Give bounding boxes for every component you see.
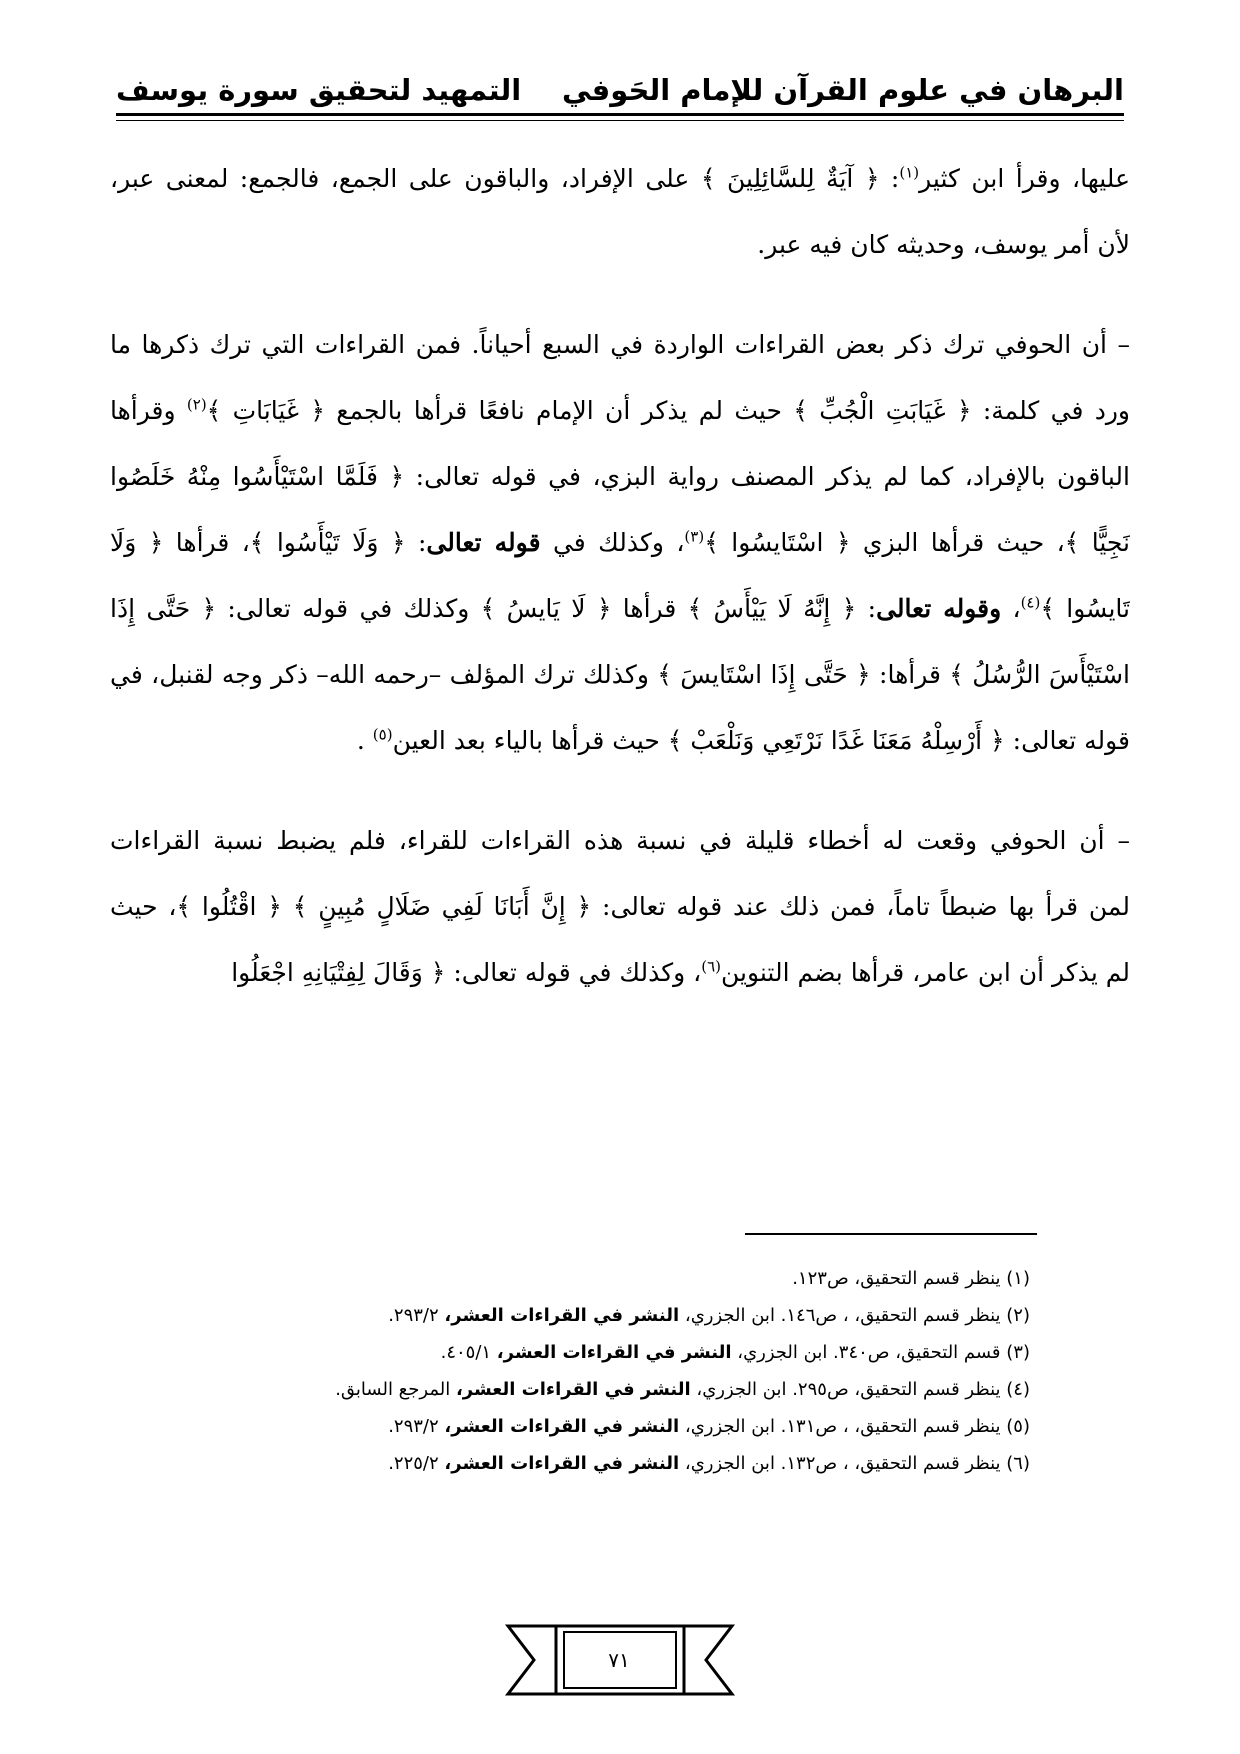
footnotes bbox=[120, 1260, 1030, 1482]
page-number-ornament bbox=[504, 1622, 736, 1698]
footnote-entry: (٥) ينظر قسم التحقيق، ، ص١٣١. ابن الجزري، النشر في القراءات العشر، ٢٩٣/٢. bbox=[388, 1416, 1030, 1437]
footnote-entry: (١) ينظر قسم التحقيق، ص١٢٣. bbox=[792, 1268, 1030, 1289]
text-line: ورد في كلمة: ﴿ غَيَابَتِ الْجُبِّ ﴾ حيث لم يذكر أن الإمام نافعًا قرأها بالجمع ﴿ غَيَابَاتِ ﴾$^{(٢)}$ وقرأها bbox=[110, 395, 1130, 425]
footnote-mark[interactable]: (٥) bbox=[372, 725, 393, 744]
footnote-entry: (٤) ينظر قسم التحقيق، ص٢٩٥. ابن الجزري، النشر في القراءات العشر، المرجع السابق. bbox=[335, 1379, 1030, 1400]
header-book-title: البرهان في علوم القرآن للإمام الحَوفي bbox=[561, 73, 1124, 107]
footnote-entry: (٣) قسم التحقيق، ص٣٤٠. ابن الجزري، النشر في القراءات العشر، ٤٠٥/١. bbox=[440, 1342, 1030, 1363]
text-line: – أن الحوفي وقعت له أخطاء قليلة في نسبة هذه القراءات للقراء، فلم يضبط نسبة القراءات bbox=[110, 826, 1130, 855]
footnote-entry: (٦) ينظر قسم التحقيق، ، ص١٣٢. ابن الجزري، النشر في القراءات العشر، ٢٢٥/٢. bbox=[388, 1453, 1030, 1474]
paragraph-gap bbox=[110, 774, 1130, 808]
text-line: تَايسُوا ﴾$^{(٤)}$، وقوله تعالى: ﴿ إِنَّهُ لَا يَيْأَسُ ﴾ قرأها ﴿ لَا يَايسُ ﴾ وكذلك في قوله تعالى: ﴿ حَتَّى إِذَا bbox=[110, 593, 1130, 623]
header-section-title: التمهيد لتحقيق سورة يوسف bbox=[116, 73, 522, 107]
header-rule-thick bbox=[116, 113, 1124, 116]
text-line: اسْتَيْأَسَ الرُّسُلُ ﴾ قرأها: ﴿ حَتَّى إِذَا اسْتَايسَ ﴾ وكذلك ترك المؤلف –رحمه الله– ذكر وجه لقنبل، في bbox=[110, 660, 1130, 689]
footnote-entry: (٢) ينظر قسم التحقيق، ، ص١٤٦. ابن الجزري، النشر في القراءات العشر، ٢٩٣/٢. bbox=[388, 1305, 1030, 1326]
running-header bbox=[116, 70, 1124, 110]
text-line: الباقون بالإفراد، كما لم يذكر المصنف رواية البزي، في قوله تعالى: ﴿ فَلَمَّا اسْتَيْأَسُوا مِنْهُ خَلَصُوا bbox=[110, 462, 1130, 491]
text-line: نَجِيًّا ﴾، حيث قرأها البزي ﴿ اسْتَايسُوا ﴾$^{(٣)}$، وكذلك في قوله تعالى: ﴿ وَلَا تَيْأَسُوا ﴾، قرأها ﴿ وَلَا bbox=[110, 527, 1130, 557]
footnote-mark[interactable]: (٣) bbox=[684, 527, 705, 546]
text-line: – أن الحوفي ترك ذكر بعض القراءات الواردة في السبع أحياناً. فمن القراءات التي ترك ذكرها ما bbox=[110, 330, 1130, 359]
footnote-mark[interactable]: (٦) bbox=[701, 957, 721, 976]
text-line: قوله تعالى: ﴿ أَرْسِلْهُ مَعَنَا غَدًا نَرْتَعِي وَنَلْعَبْ ﴾ حيث قرأها بالياء بعد العين$^{(٥)}$ . bbox=[356, 725, 1130, 755]
text-line: لأن أمر يوسف، وحديثه كان فيه عبر. bbox=[757, 230, 1130, 259]
footnote-mark[interactable]: (١) bbox=[899, 163, 920, 182]
text-line: عليها، وقرأ ابن كثير$^{(١)}$: ﴿ آيَةٌ لِلسَّائِلِينَ ﴾ على الإفراد، والباقون على الجمع، فالجمع: لمعنى عبر، bbox=[110, 163, 1130, 193]
footnote-separator bbox=[745, 1233, 1037, 1235]
footnote-mark[interactable]: (٤) bbox=[1020, 593, 1041, 612]
page-number: ٧١ bbox=[608, 1648, 630, 1672]
text-line: لم يذكر أن ابن عامر، قرأها بضم التنوين$^{(٦)}$، وكذلك في قوله تعالى: ﴿ وَقَالَ لِفِتْيَانِهِ اجْعَلُوا bbox=[231, 957, 1130, 987]
paragraph-gap bbox=[110, 278, 1130, 312]
main-text bbox=[110, 146, 1130, 1006]
header-rule-thin bbox=[116, 120, 1124, 121]
footnote-mark[interactable]: (٢) bbox=[186, 395, 207, 414]
text-line: لمن قرأ بها ضبطاً تاماً، فمن ذلك عند قوله تعالى: ﴿ إِنَّ أَبَانَا لَفِي ضَلَالٍ مُبِينٍ ﴾ ﴿ اقْتُلُوا ﴾، حيث bbox=[110, 892, 1130, 921]
